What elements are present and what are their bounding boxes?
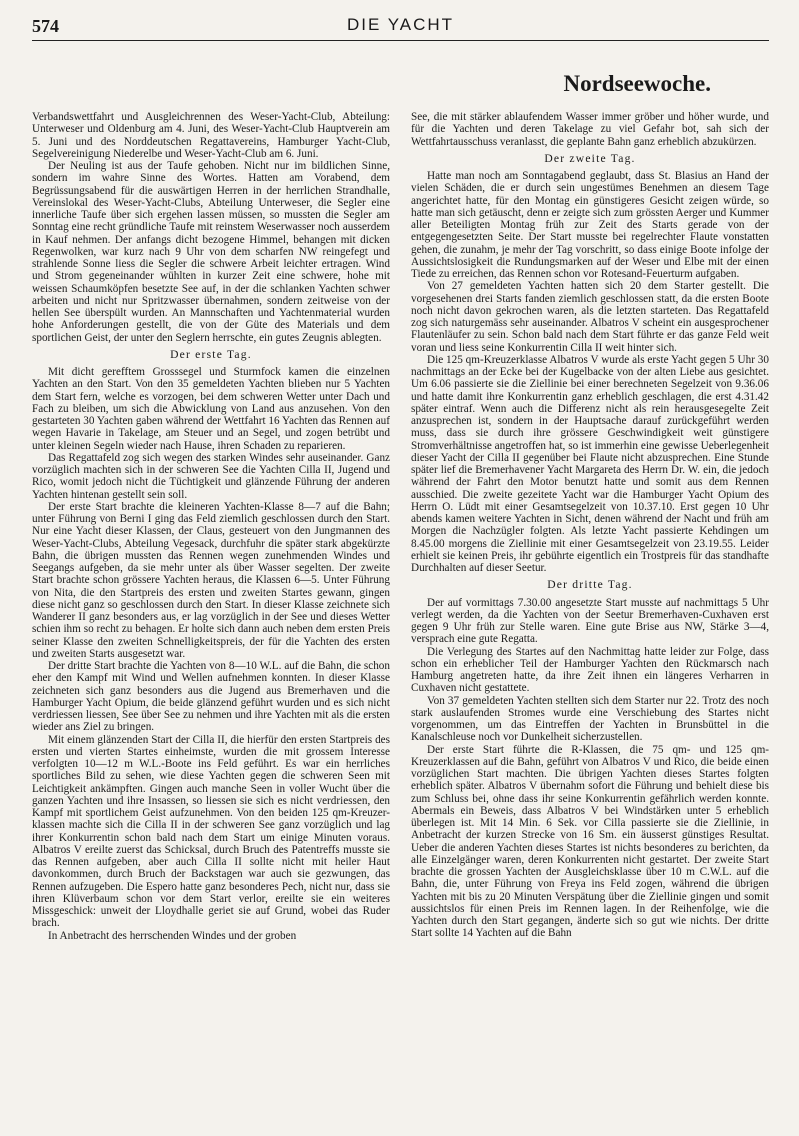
left-column: [32, 111, 390, 942]
article-columns: [32, 111, 769, 942]
section-heading: Der zweite Tag.: [544, 151, 636, 165]
journal-title: DIE YACHT: [346, 15, 455, 34]
paragraph: Von 37 gemeldeten Yachten stellten sich dem Starter nur 22. Trotz des noch stark auslaufenden Stromes wurde eine Verschiebung des Startes nicht vorgenommen, um das Eintreffen der Yachten in Brunsbüttel in die Kanalschleuse noch vor Dunkelheit sicherzustellen.: [411, 694, 769, 744]
paragraph: Der dritte Start brachte die Yachten von 8—10 W.L. auf die Bahn, die schon eher den Kampf mit Wind und Wellen aufnehmen konnten. In dieser Klasse zeichneten sich ganz besonders aus die Jugend aus Bremerhaven und die Hamburger Yacht Opium, die beide glänzend geführt wurden und es sich nicht verdriessen liessen, See über See zu nehmen und ihre Yachten mit als die ersten wieder ans Ziel zu bringen.: [32, 660, 390, 734]
paragraph: Von 27 gemeldeten Yachten hatten sich 20 dem Starter gestellt. Die vorgesehenen drei Starts fanden ziemlich geschlossen statt, da die ersten Boote noch nicht davon gekrochen waren, als die letzten starteten. Das Regattafeld zog sich naturgemäss sehr auseinander. Albatros V scheint ein ausgesprochener Flautenläufer zu sein. Schon bald nach dem Start führte er das ganze Feld weit voran und liess seine Konkurrentin Cilla II weit hinter sich.: [411, 280, 769, 354]
paragraph: Das Regattafeld zog sich wegen des starken Windes sehr auseinander. Ganz vorzüglich machten sich in der schweren See die Yachten Cilla II, Jugend und Rico, womit jedoch nicht die Tüchtigkeit und glänzende Führung der anderen Yachten hintenan gestellt sein soll.: [32, 451, 390, 501]
paragraph: Die 125 qm-Kreuzerklasse Albatros V wurde als erste Yacht gegen 5 Uhr 30 nachmittags an der Ecke bei der Kugelbacke von der alten Liebe aus gesichtet. Um 6.06 passierte sie die Ziellinie bei einer berechneten Segelzeit von 9.36.06 und hatte damit ihre Konkurrentin ganz erheblich geschlagen, die erst 4.31.42 später eintraf. Wenn auch die Differenz nicht als rein herausgesegelte Zeit anzusprechen ist, sondern in der Hauptsache darauf zurückgeführt werden muss, dass sie durch ihre grössere Geschwindigkeit weit günstigere Stromverhältnisse angetroffen hat, so ist immerhin eine gewisse Ueberlegenheit dieser Yacht der Cilla II gegenüber bei Flaute nicht abzusprechen. Eine Stunde später lief die Bremerhavener Yacht Margareta des Herrn Dr. W. ein, die jedoch während der Fahrt den Motor benutzt hatte und somit aus dem Rennen ausschied. Die zweite gezeitete Yacht war die Hamburger Yacht Opium des Herrn O. Lüdt mit einer Gesamtsegelzeit von 10.37.10. Erst gegen 10 Uhr abends kamen weitere Yachten in Sicht, denen während der Nacht und früh am Morgen die Nachzügler folgten. Als letzte Yacht passierte Kehdingen um 8.45.00 morgens die Ziellinie mit einer Gesamtsegelzeit von 23.19.55. Leider erhielt sie keinen Preis, ihr gebührte eigentlich ein Trostpreis für das standhafte Durchhalten auf dieser Seetur.: [411, 353, 769, 574]
section-heading: Der erste Tag.: [170, 347, 252, 361]
article-title: Nordseewoche.: [563, 71, 711, 96]
paragraph: Der auf vormittags 7.30.00 angesetzte Start musste auf nachmittags 5 Uhr verlegt werden, da die Yachten von der Seetur Bremerhaven-Cuxhaven erst gegen 9 Uhr früh zur Stelle waren. Eine gute Brise aus NW, Stärke 3—4, versprach eine gute Regatta.: [411, 596, 769, 646]
section-heading: Der dritte Tag.: [547, 578, 633, 592]
right-column: [411, 111, 769, 942]
paragraph: Hatte man noch am Sonntagabend geglaubt, dass St. Blasius an Hand der vielen Schäden, die er durch sein ungestümes Benehmen an diesem Tage angerichtet hatte, für den Montag ein günstigeres Gesicht zeigen würde, so hatte man sich getäuscht, denn er zeigte sich zum grössten Aerger und Kummer aller Beteiligten Montag früh zur Zeit des Starts gerade von der entgegengesetzten Seite. Der Start musste bei regelrechter Flaute vonstatten gehen, die zunahm, je mehr der Tag vorschritt, so dass einige Boote infolge der Aussichtslosigkeit die Rundungsmarken auf der Weser und Elbe mit der einen Tiede zu erreichen, das Rennen schon vor Rotesand-Feuerturm aufgaben.: [411, 170, 769, 280]
paragraph: In Anbetracht des herrschenden Windes und der groben: [48, 929, 297, 942]
running-head: [32, 14, 769, 41]
paragraph: Verbandswettfahrt und Ausgleichrennen des Weser-Yacht-Club, Abteilung: Unterweser und Oldenburg am 4. Juni, des Weser-Yacht-Club Hauptverein am 5. Juni und des Norddeutschen Regattavereins, Hamburger Yacht-Club, Segelvereinigung Niederelbe und Weser-Yacht-Club am 6. Juni.: [32, 111, 390, 160]
paragraph: Der erste Start brachte die kleineren Yachten-Klasse 8—7 auf die Bahn; unter Führung von Berni I ging das Feld ziemlich geschlossen durch den Start. Nur eine Yacht dieser Klassen, der Claus, gesteuert von den Jungmannen des Weser-Yacht-Clubs, Abteilung Vegesack, durchfuhr die später stark abgekürzte Bahn, die übrigen mussten das Rennen wegen zunehmenden Windes und Seegangs aufgeben, da sie mehr unter als über Wasser segelten. Der zweite Start brachte schon grössere Yachten heraus, die Klassen 6—5. Unter Führung von Nita, die den Startpreis des ersten und zweiten Startes gewann, gingen diese nicht ganz so geschlossen durch den Start. In dieser Klasse zeichnete sich Wanderer II ganz besonders aus, er lag vorzüglich in der See und dieses Wetter schien ihm so recht zu behagen. Er holte sich dann auch neben dem ersten Preis seiner Klasse den zweiten Schnelligkeitspreis, der für die Yachten des ersten und zweiten Starts ausgesetzt war.: [32, 500, 390, 660]
paragraph: Der erste Start führte die R-Klassen, die 75 qm- und 125 qm-Kreuzerklassen auf die Bahn, geführt von Albatros V und Rico, die beide einen vorzüglichen Start machten. Die übrigen Yachten dieses Startes folgten erheblich später. Albatros V übernahm sofort die Führung und behielt diese bis zum Schluss bei, ohne dass ihr seine Konkurrentin gefährlich werden konnte. Abermals ein Beweis, dass Albatros V bei Windstärken unter 5 erheblich überlegen ist. Mit 14 Min. 6 Sek. vor Cilla passierte sie die Ziellinie, in Anbetracht der kurzen Strecke von 16 Sm. ein äusserst günstiges Resultat. Ueber die anderen Yachten dieses Startes ist nichts besonderes zu berichten, da alle Einzelgänger waren, deren Konkurrenten nicht gestartet. Der zweite Start brachte die grossen Yachten der Ausgleichsklasse über 10 m C.W.L. auf die Bahn, die, unter Führung von Freya ins Feld zogen, während die übrigen Yachten mit bis zu 20 Minuten Verspätung über die Ziellinie gingen und somit aussichtslos für einen Preis im Rennen lagen. In der Reihenfolge, wie die Yachten durch den Start gegangen, änderte sich so gut wie nichts. Der dritte Start sollte 14 Yachten auf die Bahn: [411, 743, 769, 940]
paragraph: Der Neuling ist aus der Taufe gehoben. Nicht nur im bildlichen Sinne, sondern im wahre Sinne des Wortes. Hatten am Vorabend, dem Begrüssungsabend für die auswärtigen Herren in der herrlichen Strandhalle, Vereinslokal des Weser-Yacht-Clubs, Abteilung Unterweser, die Segler eine innerliche Taufe über sich ergehen lassen müssen, so mussten die Segler am Sonntag eine recht gründliche Taufe mit reinstem Weserwasser noch ausserdem in Kauf nehmen. Der anfangs dicht bezogene Himmel, behangen mit dicken Regenwolken, war kurz nach 9 Uhr von dem scharfen NW reingefegt und strahlende Sonne liess die Segler die schwere Arbeit leichter ertragen. Wind und Strom gegeneinander wühlten in kurzer Zeit eine schwere, hohe mit weissen Schaumköpfen besetzte See auf, in der die schlanken Yachten schwer arbeiten und nicht nur Spritzwasser übernahmen, sondern zeitweise von der hellen See überspült wurden. An Mannschaften und Yachtenmaterial wurden hohe Anforderungen gestellt, die von der Güte des Materials und dem sportlichen Geist, der unter den Seglern herrschte, ein gutes Zeugnis ablegten.: [32, 160, 390, 344]
paragraph: See, die mit stärker ablaufendem Wasser immer gröber und höher wurde, und für die Yachten und deren Takelage zu viel Gefahr bot, sah sich der Wettfahrtausschuss veranlasst, die geplante Bahn ganz erheblich abzukürzen.: [411, 111, 769, 148]
paragraph: Mit dicht gerefftem Grosssegel und Sturmfock kamen die einzelnen Yachten an den Start. Von den 35 gemeldeten Yachten blieben nur 5 Yachten dem Start fern, welche es vorzogen, bei dem schweren Wetter unter Dach und Fach zu bleiben, um sich die Abwicklung von Land aus anzusehen. Von den gestarteten 30 Yachten gaben während der Wettfahrt 16 Yachten das Rennen auf wegen Havarie in Takelage, am Steuer und an Segel, und zogen betrübt und unter kleinen Segeln wieder nach Hause, ihren Schaden zu reparieren.: [32, 366, 390, 452]
paragraph: Die Verlegung des Startes auf den Nachmittag hatte leider zur Folge, dass schon ein erheblicher Teil der Hamburger Yachten den Rückmarsch nach Hamburg angetreten hatte, da ihre Zeit ihnen ein längeres Verharren in Cuxhaven nicht gestattete.: [411, 645, 769, 695]
page-number: 574: [32, 16, 59, 36]
paragraph: Mit einem glänzenden Start der Cilla II, die hierfür den ersten Startpreis des ersten und vierten Startes einheimste, wurden die mit grossem Interesse verfolgten 10—12 m W.L.-Boote ins Feld geführt. Es war ein herrliches sportliches Bild zu sehen, wie diese Yachten gegen die schweren Seen mit Leichtigkeit ankämpften. Gingen auch manche Seen in voller Wucht über die ganzen Yachten und ihre Insassen, so liessen sie sich es nicht verdriessen, den Kampf mit sportlichem Geist aufzunehmen. Von den beiden 125 qm-Kreuzer-klassen machte sich die Cilla II in der schweren See ganz vorzüglich und lag ihrer Konkurrentin schon bald nach dem Start um einige Minuten voraus. Albatros V ereilte zuerst das Schicksal, durch Bruch des Patentreffs musste sie das Rennen aufgeben, aber auch Cilla II sollte nicht mit heiler Haut davonkommen, durch Bruch der Backstagen war auch sie gezwungen, das Rennen aufzugeben. Die Espero hatte ganz besonderes Pech, nicht nur, dass sie ihren Klüverbaum schon vor dem Start verlor, ereilte sie ein weiteres Missgeschick: unweit der Lloydhalle geriet sie auf Grund, wobei das Ruder brach.: [32, 733, 390, 930]
